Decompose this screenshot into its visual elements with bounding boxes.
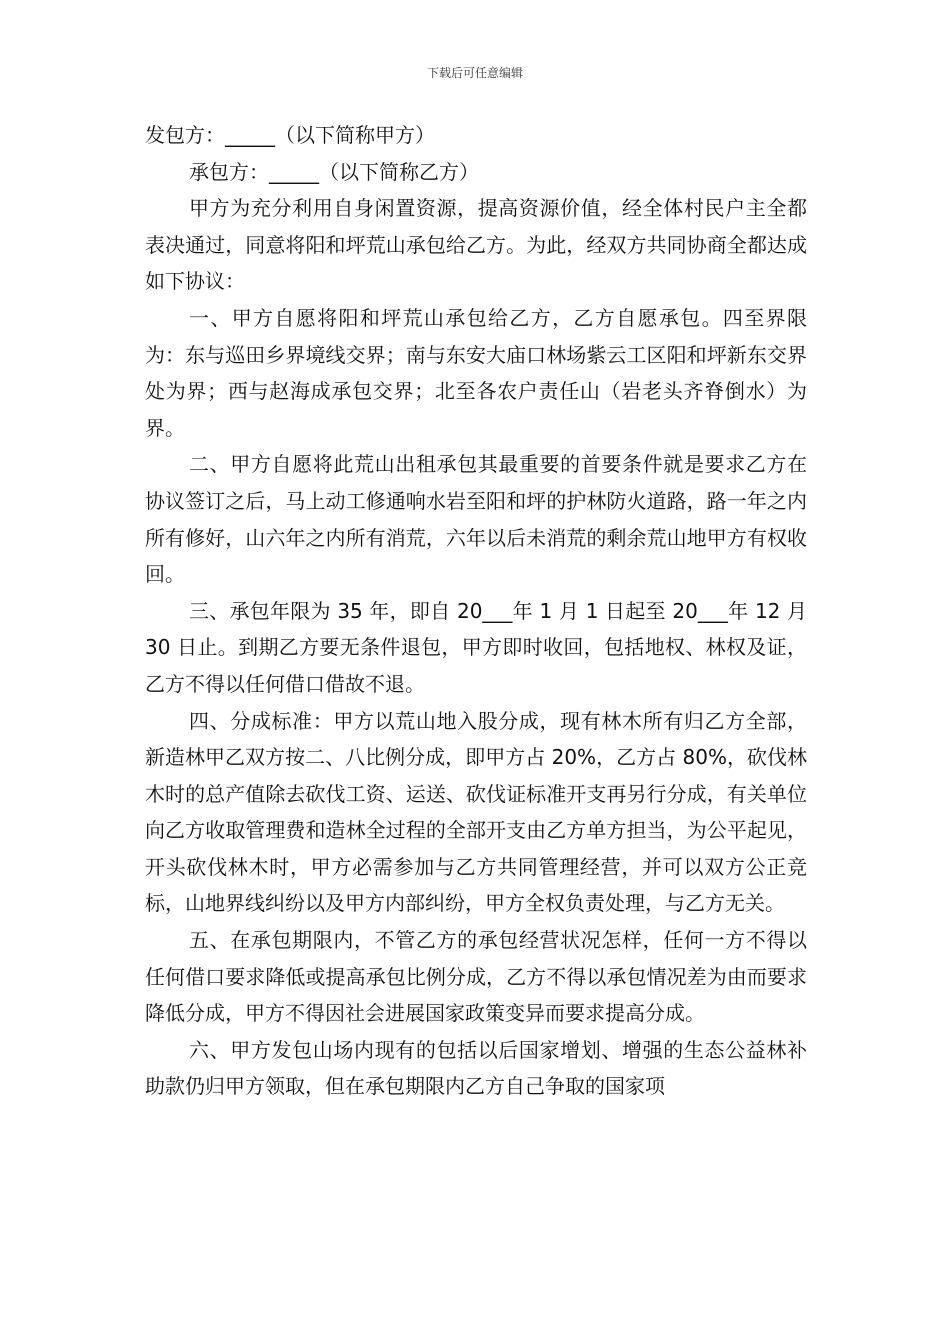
paragraph-clause-4: 四、分成标准：甲方以荒山地入股分成，现有林木所有归乙方全部，新造林甲乙双方按二、八比例分成，即甲方占 20%，乙方占 80%，砍伐林木时的总产值除去砍伐工资、运送、砍伐证标准开支再另行分成，有关单位向乙方收取管理费和造林全过程的全部开支由乙方单方担当，为公平起见，开头砍伐林木时，甲方必需参加与乙方共同管理经营，并可以双方公正竞标，山地界线纠纷以及甲方内部纠纷，甲方全权负责处理，与乙方无关。 xyxy=(145,708,807,916)
paragraph-clause-5: 五、在承包期限内，不管乙方的承包经营状况怎样，任何一方不得以任何借口要求降低或提高承包比例分成，乙方不得以承包情况差为由而要求降低分成，甲方不得因社会进展国家政策变异而要求提高分成。 xyxy=(145,928,807,1026)
paragraph-contractor: 发包方：_____（以下简称甲方） xyxy=(145,123,435,147)
document-body xyxy=(145,117,807,1105)
paragraph-contractee: 承包方：_____（以下简称乙方） xyxy=(189,159,479,184)
paragraph-clause-1: 一、甲方自愿将阳和坪荒山承包给乙方，乙方自愿承包。四至界限为：东与巡田乡界境线交界；南与东安大庙口林场紫云工区阳和坪新东交界处为界；西与赵海成承包交界；北至各农户责任山（岩老头齐脊倒水）为界。 xyxy=(145,305,807,440)
paragraph-clause-6: 六、甲方发包山场内现有的包括以后国家增划、增强的生态公益林补助款仍归甲方领取，但在承包期限内乙方自己争取的国家项 xyxy=(145,1037,807,1099)
paragraph-clause-2: 二、甲方自愿将此荒山出租承包其最重要的首要条件就是要求乙方在协议签订之后，马上动工修通响水岩至阳和坪的护林防火道路，路一年之内所有修好，山六年之内所有消荒，六年以后未消荒的剩余荒山地甲方有权收回。 xyxy=(145,452,807,587)
paragraph-clause-3: 三、承包年限为 35 年，即自 20___年 1 月 1 日起至 20___年 12 月 30 日止。到期乙方要无条件退包，甲方即时收回，包括地权、林权及证，乙方不得以任何借口借故不退。 xyxy=(145,598,807,696)
paragraph-preamble: 甲方为充分利用自身闲置资源，提高资源价值，经全体村民户主全都表决通过，同意将阳和坪荒山承包给乙方。为此，经双方共同协商全都达成如下协议： xyxy=(145,196,807,294)
page-header: 下载后可任意编辑 xyxy=(426,66,523,80)
